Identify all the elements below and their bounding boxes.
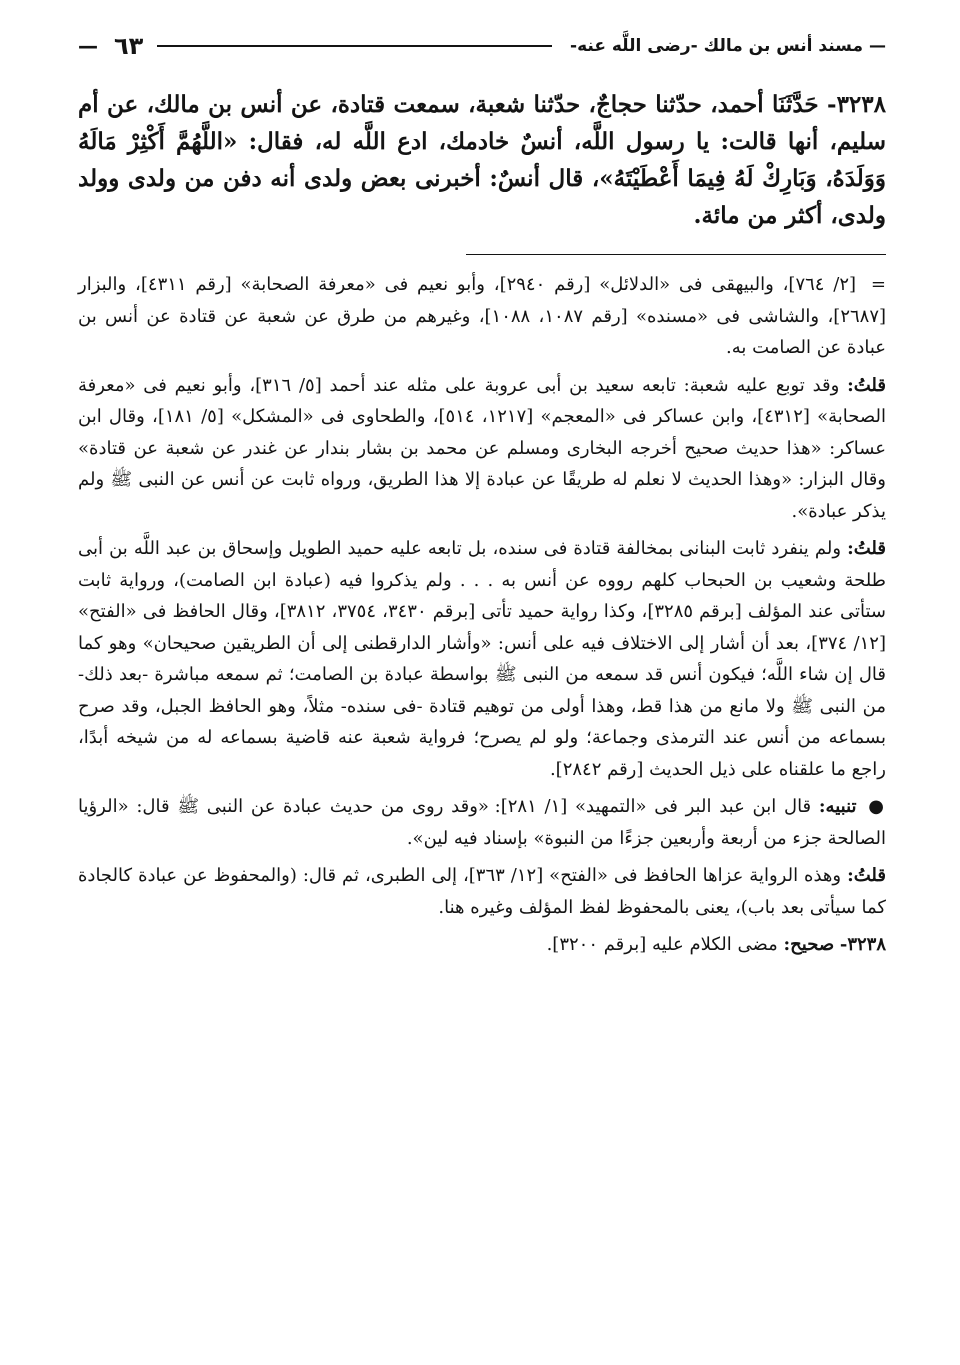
hadith-text — [78, 86, 886, 234]
footnote-divider — [466, 254, 886, 255]
hadith-body-end: قال أنسٌ: أخبرنى بعض ولدى أنه دفن من ولدى وولد ولدى، أكثر من مائة. — [78, 165, 886, 229]
title-dash: — — [869, 36, 886, 56]
page — [78, 28, 886, 967]
qultu-2-text: ولم ينفرد ثابت البنانى بمخالفة قتادة فى سنده، بل تابعه عليه حميد الطويل وإسحاق بن عبد اللَّه بن أبى طلحة وشعيب بن الحبحاب كلهم رووه عن أنس به . . . ولم يذكروا فيه (عبادة ابن الصامت)، ورواية ثابت ستأتى عند المؤلف [برقم ٣٢٨٥]، وكذا رواية حميد تأتى [برقم ٣٤٣٠، ٣٧٥٤، ٣٨١٢]، وقال الحافظ فى «الفتح» [١٢/ ٣٧٤]، بعد أن أشار إلى الاختلاف فيه على أنس: «وأشار الدارقطنى إلى أن الطريقين صحيحان» وهو كما قال إن شاء اللَّه؛ فيكون أنس قد سمعه من النبى ﷺ بواسطة عبادة بن الصامت؛ ثم سمعه مباشرة -بعد ذلك- من النبى ﷺ ولا مانع من هذا قط، وهذا أولى من توهيم قتادة -فى سنده- مثلاً، وهو الحافظ الجبل، وقد صرح بسماعه من أنس عند الترمذى وجماعة؛ ولو لم يصرح؛ فرواية شعبة عنه قاضية بسماعه له من شيخه أبدًا، راجع ما علقناه على ذيل الحديث [رقم ٢٨٤٢]. — [78, 538, 887, 780]
tanbih-label: تنبيه: — [818, 796, 857, 817]
final-grade: صحيح: — [783, 934, 835, 955]
final-number: ٣٢٣٨- — [839, 934, 886, 955]
qultu-1-text: وقد توبع عليه شعبة: تابعه سعيد بن أبى عروبة على مثله عند أحمد [٥/ ٣١٦]، وأبو نعيم فى «معرفة الصحابة» [٤٣١٢]، وابن عساكر فى «المعجم» [١٢١٧، ٥١٤]، والطحاوى فى «المشكل» [٥/ ١٨١]، وقال ابن عساكر: «هذا حديث صحيح أخرجه البخارى ومسلم عن محمد بن بشار بندار عن غندر عن شعبة عن قتادة» وقال البزار: «وهذا الحديث لا نعلم له طريقًا عن عبادة إلا هذا الطريق، ورواه ثابت عن أنس عن النبى ﷺ ولم يذكر عبادة». — [78, 374, 886, 522]
qultu-3-text: وهذه الرواية عزاها الحافظ فى «الفتح» [١٢/ ٣٦٣]، إلى الطبرى، ثم قال: (والمحفوظ عن عبادة كالجادة كما سيأتى بعد باب)، يعنى بالمحفوظ لفظ المؤلف وغيره هنا. — [78, 865, 886, 918]
footnote-continuation — [78, 269, 886, 364]
footnote-tanbih — [78, 791, 886, 854]
page-number: ٦٣ — [114, 32, 144, 60]
continuation-text: [٢/ ٧٦٤]، والبيهقى فى «الدلائل» [رقم ٢٩٤٠]، وأبو نعيم فى «معرفة الصحابة» [رقم ٤٣١١]، والبزار [٢٦٨٧]، والشاشى فى «مسنده» [رقم ١٠٨٧، ١٠٨٨]، وغيرهم من طرق عن شعبة عن قتادة عن أنس بن عبادة عن الصامت به. — [78, 274, 887, 358]
footnote-final — [78, 929, 886, 961]
bullet-icon: ● — [868, 796, 886, 817]
qultu-label: قلتُ: — [847, 538, 886, 559]
running-title — [560, 36, 886, 56]
hadith-body-start: حَدَّثَنَا أحمد، حدّثنا حجاجٌ، حدّثنا شعبة، سمعت قتادة، عن أنس بن مالك، عن أم سليم، أنها قالت: يا رسول اللَّه، أنسٌ خادمك، ادع اللَّه له، فقال: — [78, 91, 887, 155]
hadith-number: ٣٢٣٨- — [827, 91, 886, 118]
header-rule — [157, 45, 552, 47]
running-header — [78, 28, 886, 64]
qultu-label: قلتُ: — [847, 374, 886, 396]
footnote-qultu-3 — [78, 860, 886, 923]
footnote-qultu-2 — [78, 533, 886, 785]
tanbih-text: قال ابن عبد البر فى «التمهيد» [١/ ٢٨١]: «وقد روى من حديث عبادة عن النبى ﷺ قال: «الرؤيا الصالحة جزء من أربعة وأربعين جزءًا من النبوة» بإسناد فيه لين». — [78, 796, 886, 849]
running-title-text: مسند أنس بن مالك -رضى اللَّه عنه- — [570, 36, 863, 56]
footnote-qultu-1 — [78, 370, 886, 528]
page-number-dash: — — [78, 34, 98, 58]
hadith-dua: «اللَّهُمَّ أَكْثِرْ مَالَهُ وَوَلَدَهُ، وَبَارِكْ لَهُ فِيمَا أَعْطَيْتَهُ»، — [78, 128, 886, 192]
footnotes — [78, 269, 886, 961]
continuation-mark: = — [870, 274, 886, 295]
final-text: مضى الكلام عليه [برقم ٣٢٠٠]. — [546, 934, 778, 955]
qultu-label: قلتُ: — [847, 865, 886, 886]
